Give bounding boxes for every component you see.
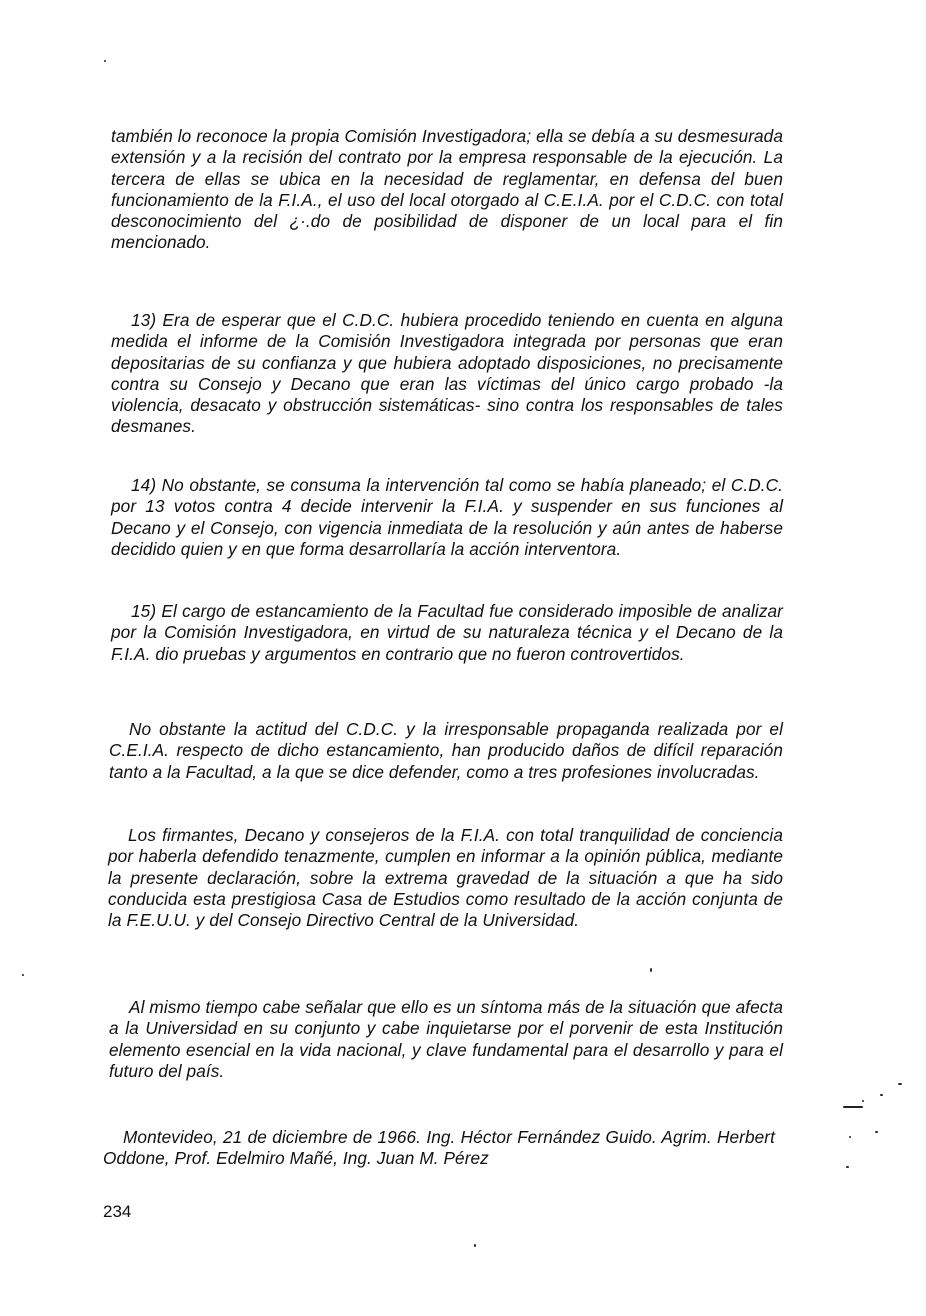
paragraph-item-13: 13) Era de esperar que el C.D.C. hubiera procedido teniendo en cuenta en alguna medida el informe de la Comisión Investigadora integrada por personas que eran depositarias de su confianza y que hubiera adoptado disposiciones, no precisamente contra su Consejo y Decano que eran las víctimas del único cargo probado -la violencia, desacato y obstrucción sistemáticas- sino contra los responsables de tales desmanes. [111, 310, 783, 437]
paragraph-signature-line: Montevideo, 21 de diciembre de 1966. Ing. Héctor Fernández Guido. Agrim. Herbert Oddone, Prof. Edelmiro Mañé, Ing. Juan M. Pérez [103, 1127, 775, 1169]
scan-speck [849, 1136, 851, 1138]
scan-speck [862, 1100, 864, 1102]
scan-speck [846, 1166, 849, 1168]
scan-speck [898, 1083, 902, 1085]
scan-speck [843, 1106, 863, 1108]
scan-speck [875, 1131, 878, 1133]
scan-speck [22, 974, 24, 976]
scan-speck [104, 60, 106, 62]
paragraph-conclusion: Al mismo tiempo cabe señalar que ello es un síntoma más de la situación que afecta a la Universidad en su conjunto y cabe inquietarse por el porvenir de esta Institución elemento esencial en la vida nacional, y clave fundamental para el desarrollo y para el futuro del país. [109, 997, 783, 1081]
scan-speck [474, 1244, 476, 1247]
paragraph-item-15: 15) El cargo de estancamiento de la Facultad fue considerado imposible de analizar por la Comisión Investigadora, en virtud de su naturaleza técnica y el Decano de la F.I.A. dio pruebas y argumentos en contrario que no fueron controvertidos. [111, 601, 783, 664]
paragraph-item-14: 14) No obstante, se consuma la intervención tal como se había planeado; el C.D.C. por 13 votos contra 4 decide intervenir la F.I.A. y suspender en sus funciones al Decano y el Consejo, con vigencia inmediata de la resolución y aún antes de haberse decidido quien y en que forma desarrollaría la acción interventora. [111, 475, 783, 559]
paragraph-signatories: Los firmantes, Decano y consejeros de la F.I.A. con total tranquilidad de conciencia por haberla defendido tenazmente, cumplen en informar a la opinión pública, mediante la presente declaración, sobre la extrema gravedad de la situación a que ha sido conducida esta prestigiosa Casa de Estudios como resultado de la acción conjunta de la F.E.U.U. y del Consejo Directivo Central de la Universidad. [108, 825, 783, 931]
scan-speck [880, 1094, 883, 1096]
paragraph-continuation: también lo reconoce la propia Comisión Investigadora; ella se debía a su desmesurada extensión y a la recisión del contrato por la empresa responsable de la ejecución. La tercera de ellas se ubica en la necesidad de reglamentar, en defensa del buen funcionamiento de la F.I.A., el uso del local otorgado al C.E.I.A. por el C.D.C. con total desconocimiento del ¿·.do de posibilidad de disponer de un local para el fin mencionado. [111, 126, 783, 253]
paragraph-damages: No obstante la actitud del C.D.C. y la irresponsable propaganda realizada por el C.E.I.A. respecto de dicho estancamiento, han producido daños de difícil reparación tanto a la Facultad, a la que se dice defender, como a tres profesiones involucradas. [109, 719, 783, 782]
scan-speck [650, 968, 652, 972]
page-number: 234 [103, 1202, 132, 1221]
